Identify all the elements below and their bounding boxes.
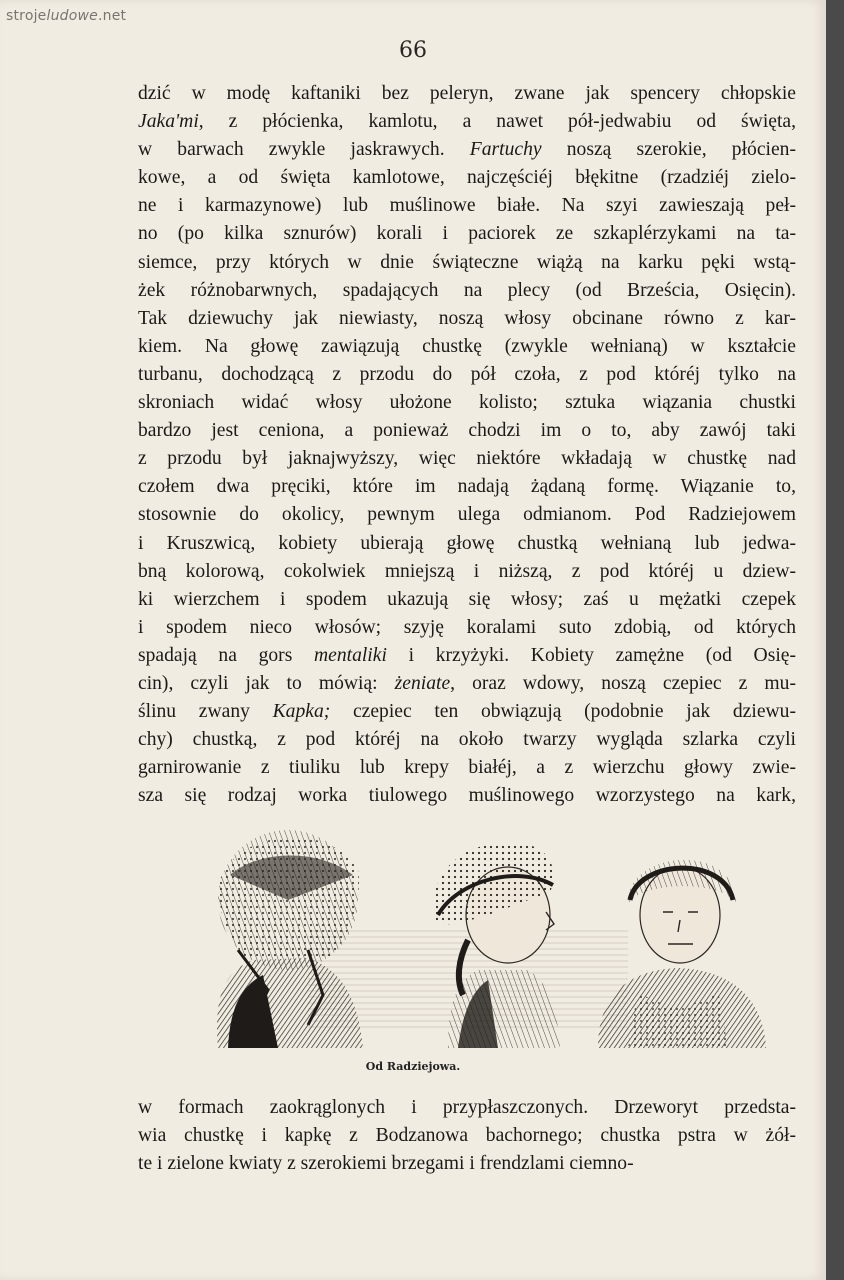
text-run: czepiec ten obwiązują (podobnie jak dziewu-	[330, 701, 796, 723]
text-line	[138, 586, 796, 614]
italic-term: Kapka;	[272, 701, 331, 723]
text-line	[138, 1150, 796, 1178]
text-line	[138, 670, 796, 698]
text-run: bną kolorową, cokolwiek mniejszą i niższą, z pod któréj u dziew-	[138, 560, 796, 582]
italic-term: żeniate	[394, 672, 451, 694]
italic-term: Jaka'mi	[138, 111, 199, 133]
text-run: Tak dziewuchy jak niewiasty, noszą włosy obcinane równo z kar-	[138, 307, 796, 329]
page-number: 66	[399, 38, 427, 63]
text-line	[138, 754, 796, 782]
text-line	[138, 361, 796, 389]
text-run: ne i karmazynowe) lub muślinowe białe. Na szyi zawieszają peł-	[138, 195, 796, 217]
text-run: , oraz wdowy, noszą czepiec z mu-	[450, 672, 796, 694]
text-line	[138, 108, 796, 136]
text-run: i spodem nieco włosów; szyję koralami suto zdobią, od których	[138, 616, 796, 638]
text-line	[138, 333, 796, 361]
text-run: dzić w modę kaftaniki bez peleryn, zwane jak spencery chłopskie	[138, 83, 796, 104]
text-line	[138, 1122, 796, 1150]
paragraph-bottom	[138, 1094, 796, 1178]
text-run: no (po kilka sznurów) korali i paciorek ze szkaplérzykami na ta-	[138, 223, 796, 245]
text-run: cin), czyli jak to mówią:	[138, 672, 395, 694]
woodcut-illustration	[158, 820, 780, 1056]
text-run: bardzo jest ceniona, a ponieważ chodzi im o to, aby zawój taki	[138, 420, 796, 442]
text-run: te i zielone kwiaty z szerokiemi brzegami i frendzlami ciemno-	[138, 1153, 634, 1175]
text-run: , z płócienka, kamlotu, a nawet pół-jedwabiu od święta,	[198, 111, 796, 133]
text-run: siemce, przy których w dnie świąteczne wiążą na karku pęki wstą-	[138, 251, 796, 273]
text-line	[138, 417, 796, 445]
text-line	[138, 445, 796, 473]
text-line	[138, 277, 796, 305]
text-line	[138, 473, 796, 501]
figure-caption: Od Radziejowa.	[365, 1060, 461, 1073]
text-run: spadają na gors	[138, 644, 314, 666]
text-line	[138, 389, 796, 417]
text-run: garnirowanie z tiuliku lub krepy białéj, a z wierzchu głowy zwie-	[138, 757, 796, 779]
text-run: noszą szerokie, płócien-	[541, 139, 796, 161]
text-line	[138, 192, 796, 220]
text-line	[138, 1094, 796, 1122]
text-run: i krzyżyki. Kobiety zamężne (od Osię-	[386, 644, 796, 666]
text-line	[138, 614, 796, 642]
italic-term: Fartuchy	[469, 139, 542, 161]
text-run: skroniach widać włosy ułożone kolisto; sztuka wiązania chustki	[138, 392, 796, 414]
text-run: stosownie do okolicy, pewnym ulega odmianom. Pod Radziejowem	[138, 504, 796, 526]
text-line	[138, 80, 796, 108]
site-watermark: strojeludowe.net	[6, 8, 127, 24]
italic-term: mentaliki	[313, 644, 387, 666]
text-run: ki wierzchem i spodem ukazują się włosy; zaś u mężatki czepek	[138, 588, 796, 610]
figure-woman-back	[217, 830, 363, 1048]
text-run: wia chustkę i kapkę z Bodzanowa bachornego; chustka pstra w żół-	[138, 1125, 796, 1147]
text-line	[138, 305, 796, 333]
text-run: w barwach zwykle jaskrawych.	[138, 139, 470, 161]
text-line	[138, 164, 796, 192]
text-run: kowe, a od święta kamlotowe, najczęściéj błękitne (rzadziéj zielo-	[138, 167, 796, 189]
text-line	[138, 530, 796, 558]
text-run: chy) chustką, z pod któréj na około twarzy wygląda szlarka czyli	[138, 729, 796, 751]
text-run: i Kruszwicą, kobiety ubierają głowę chustką wełnianą lub jedwa-	[138, 532, 796, 554]
text-run: żek różnobarwnych, spadających na plecy (od Brześcia, Osięcin).	[138, 279, 796, 301]
text-line	[138, 249, 796, 277]
text-line	[138, 642, 796, 670]
text-run: w formach zaokrąglonych i przypłaszczonych. Drzeworyt przedsta-	[138, 1097, 796, 1118]
text-line	[138, 220, 796, 248]
text-run: sza się rodzaj worka tiulowego muślinowego wzorzystego na kark,	[138, 785, 796, 807]
text-line	[138, 698, 796, 726]
text-run: turbanu, dochodzącą z przodu do pół czoła, z pod któréj tylko na	[138, 363, 796, 385]
text-run: kiem. Na głowę zawiązują chustkę (zwykle wełnianą) w kształcie	[138, 335, 796, 357]
text-run: czołem dwa pręciki, które im nadają żądaną formę. Wiązanie to,	[138, 476, 796, 498]
text-line	[138, 136, 796, 164]
text-line	[138, 782, 796, 810]
text-run: z przodu był jaknajwyższy, więc niektóre wkładają w chustkę nad	[138, 448, 796, 470]
woodcut-three-women-image	[158, 820, 780, 1056]
text-line	[138, 501, 796, 529]
text-line	[138, 558, 796, 586]
paragraph-top	[138, 80, 796, 810]
text-run: ślinu zwany	[138, 701, 273, 723]
text-line	[138, 726, 796, 754]
